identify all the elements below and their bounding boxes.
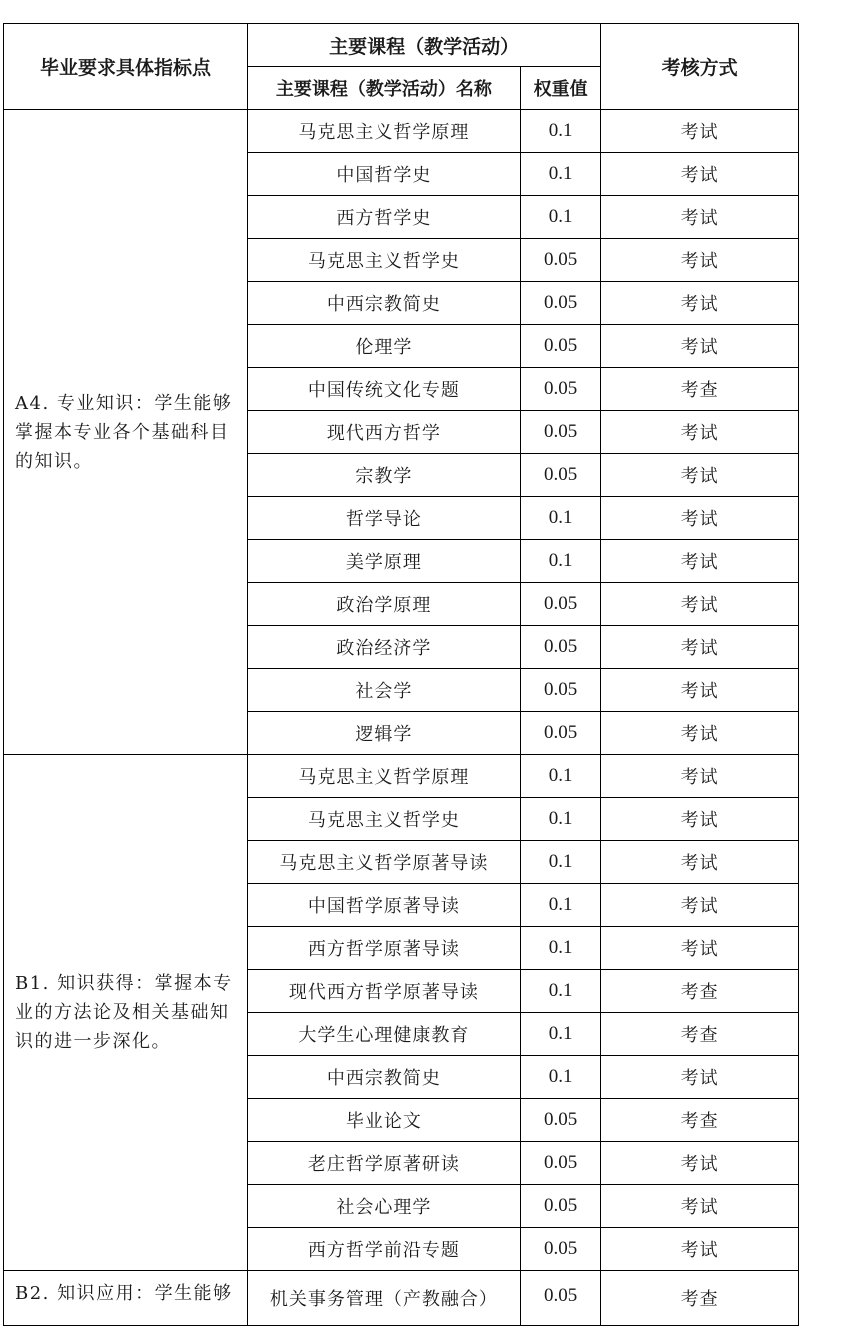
assessment-cell: 考查 — [601, 368, 799, 411]
course-name-cell: 西方哲学史 — [247, 196, 520, 239]
course-name-cell: 社会学 — [247, 669, 520, 712]
assessment-cell: 考试 — [601, 712, 799, 755]
header-course-group: 主要课程（教学活动） — [247, 24, 600, 67]
course-name-cell: 西方哲学前沿专题 — [247, 1228, 520, 1271]
weight-cell: 0.1 — [520, 540, 600, 583]
course-name-cell: 伦理学 — [247, 325, 520, 368]
weight-cell: 0.05 — [520, 1099, 600, 1142]
course-name-cell: 现代西方哲学 — [247, 411, 520, 454]
course-name-cell: 政治学原理 — [247, 583, 520, 626]
course-name-cell: 马克思主义哲学史 — [247, 239, 520, 282]
weight-cell: 0.05 — [520, 1185, 600, 1228]
assessment-cell: 考试 — [601, 884, 799, 927]
assessment-cell: 考试 — [601, 798, 799, 841]
course-name-cell: 哲学导论 — [247, 497, 520, 540]
weight-cell: 0.1 — [520, 755, 600, 798]
assessment-cell: 考试 — [601, 282, 799, 325]
assessment-cell: 考试 — [601, 583, 799, 626]
assessment-cell: 考试 — [601, 927, 799, 970]
header-assessment: 考核方式 — [601, 24, 799, 110]
assessment-cell: 考试 — [601, 540, 799, 583]
course-name-cell: 中国哲学原著导读 — [247, 884, 520, 927]
weight-cell: 0.05 — [520, 1271, 600, 1326]
weight-cell: 0.1 — [520, 927, 600, 970]
assessment-cell: 考试 — [601, 325, 799, 368]
header-weight: 权重值 — [520, 67, 600, 110]
weight-cell: 0.1 — [520, 841, 600, 884]
assessment-cell: 考试 — [601, 669, 799, 712]
assessment-cell: 考试 — [601, 411, 799, 454]
requirement-cell: B2. 知识应用：学生能够 — [4, 1271, 248, 1326]
assessment-cell: 考试 — [601, 1185, 799, 1228]
assessment-cell: 考查 — [601, 970, 799, 1013]
weight-cell: 0.1 — [520, 798, 600, 841]
weight-cell: 0.05 — [520, 239, 600, 282]
course-name-cell: 现代西方哲学原著导读 — [247, 970, 520, 1013]
assessment-cell: 考查 — [601, 1013, 799, 1056]
course-name-cell: 中西宗教简史 — [247, 282, 520, 325]
weight-cell: 0.1 — [520, 196, 600, 239]
course-name-cell: 政治经济学 — [247, 626, 520, 669]
weight-cell: 0.1 — [520, 884, 600, 927]
course-name-cell: 马克思主义哲学原理 — [247, 755, 520, 798]
assessment-cell: 考试 — [601, 239, 799, 282]
course-name-cell: 美学原理 — [247, 540, 520, 583]
weight-cell: 0.1 — [520, 1056, 600, 1099]
table-row — [4, 1271, 799, 1326]
assessment-cell: 考查 — [601, 1099, 799, 1142]
assessment-cell: 考试 — [601, 153, 799, 196]
assessment-cell: 考试 — [601, 196, 799, 239]
weight-cell: 0.05 — [520, 1228, 600, 1271]
assessment-cell: 考试 — [601, 1142, 799, 1185]
course-name-cell: 宗教学 — [247, 454, 520, 497]
requirement-cell: A4. 专业知识：学生能够掌握本专业各个基础科目的知识。 — [4, 110, 248, 755]
course-name-cell: 机关事务管理（产教融合） — [247, 1271, 520, 1326]
header-requirement: 毕业要求具体指标点 — [4, 24, 248, 110]
curriculum-table — [3, 23, 799, 1326]
course-name-cell: 逻辑学 — [247, 712, 520, 755]
weight-cell: 0.05 — [520, 454, 600, 497]
course-name-cell: 马克思主义哲学原理 — [247, 110, 520, 153]
table-row — [4, 110, 799, 153]
weight-cell: 0.05 — [520, 282, 600, 325]
course-name-cell: 老庄哲学原著研读 — [247, 1142, 520, 1185]
assessment-cell: 考试 — [601, 1228, 799, 1271]
requirement-cell: B1. 知识获得：掌握本专业的方法论及相关基础知识的进一步深化。 — [4, 755, 248, 1271]
assessment-cell: 考试 — [601, 1056, 799, 1099]
table-row — [4, 755, 799, 798]
assessment-cell: 考试 — [601, 497, 799, 540]
weight-cell: 0.1 — [520, 110, 600, 153]
weight-cell: 0.1 — [520, 1013, 600, 1056]
course-name-cell: 中国哲学史 — [247, 153, 520, 196]
weight-cell: 0.05 — [520, 411, 600, 454]
assessment-cell: 考试 — [601, 841, 799, 884]
assessment-cell: 考试 — [601, 755, 799, 798]
course-name-cell: 中西宗教简史 — [247, 1056, 520, 1099]
header-course-name: 主要课程（教学活动）名称 — [247, 67, 520, 110]
course-name-cell: 大学生心理健康教育 — [247, 1013, 520, 1056]
assessment-cell: 考试 — [601, 110, 799, 153]
course-name-cell: 中国传统文化专题 — [247, 368, 520, 411]
course-name-cell: 马克思主义哲学史 — [247, 798, 520, 841]
weight-cell: 0.05 — [520, 325, 600, 368]
weight-cell: 0.05 — [520, 1142, 600, 1185]
weight-cell: 0.1 — [520, 970, 600, 1013]
course-name-cell: 社会心理学 — [247, 1185, 520, 1228]
course-name-cell: 西方哲学原著导读 — [247, 927, 520, 970]
weight-cell: 0.05 — [520, 669, 600, 712]
assessment-cell: 考试 — [601, 454, 799, 497]
weight-cell: 0.1 — [520, 153, 600, 196]
course-name-cell: 毕业论文 — [247, 1099, 520, 1142]
weight-cell: 0.05 — [520, 626, 600, 669]
weight-cell: 0.05 — [520, 368, 600, 411]
course-name-cell: 马克思主义哲学原著导读 — [247, 841, 520, 884]
weight-cell: 0.05 — [520, 712, 600, 755]
assessment-cell: 考查 — [601, 1271, 799, 1326]
weight-cell: 0.05 — [520, 583, 600, 626]
assessment-cell: 考试 — [601, 626, 799, 669]
table-body — [4, 110, 799, 1326]
weight-cell: 0.1 — [520, 497, 600, 540]
